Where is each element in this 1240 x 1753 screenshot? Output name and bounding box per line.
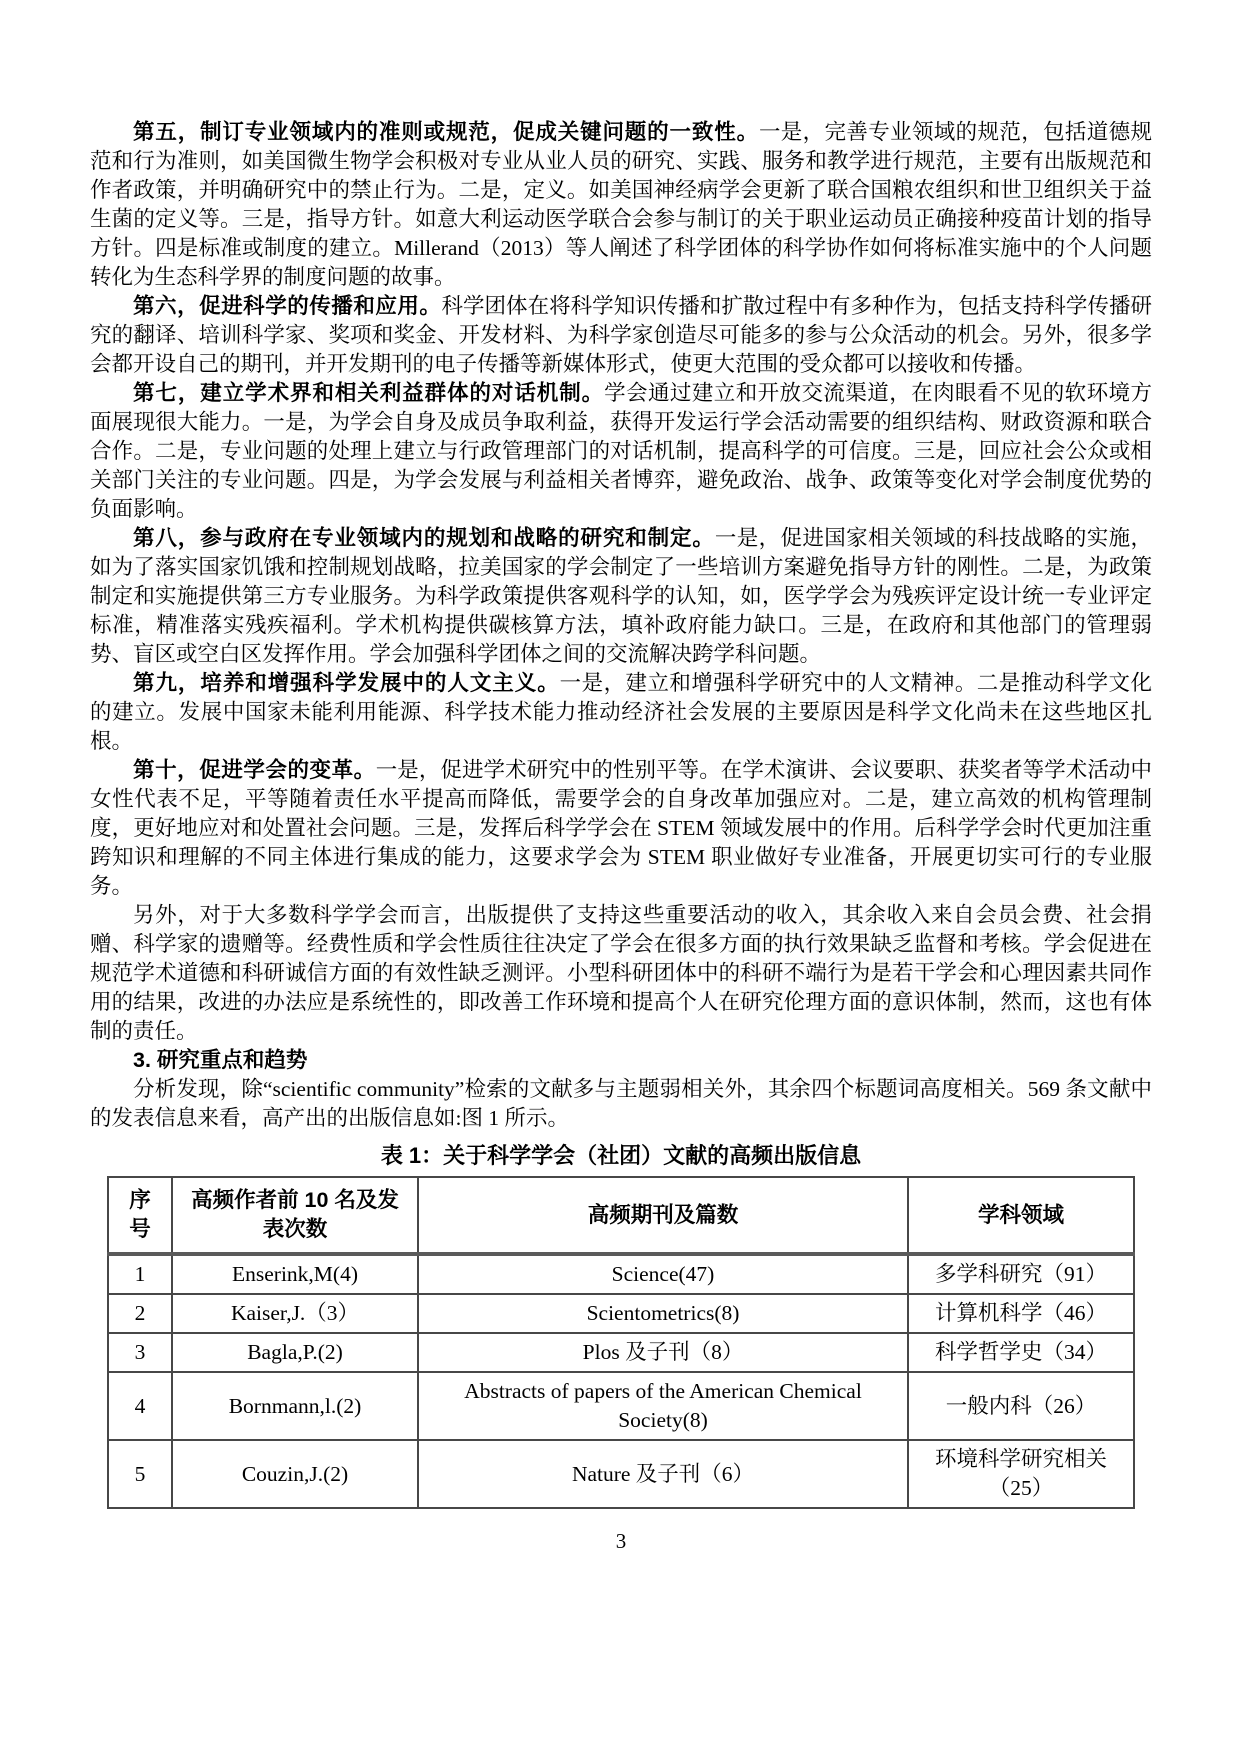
cell-author: Bagla,P.(2) [172, 1333, 418, 1372]
paragraph-text: 另外，对于大多数科学学会而言，出版提供了支持这些重要活动的收入，其余收入来自会员会费、社会捐赠、科学家的遗赠等。经费性质和学会性质往往决定了学会在很多方面的执行效果缺乏监督和考核。学会促进在规范学术道德和科研诚信方面的有效性缺乏测评。小型科研团体中的科研不端行为是若干学会和心理因素共同作用的结果，改进的办法应是系统性的，即改善工作环境和提高个人在研究伦理方面的意识体制，然而，这也有体制的责任。 [90, 903, 1152, 1043]
cell-seq: 1 [108, 1254, 172, 1294]
body-paragraph-7 [90, 379, 1152, 524]
cell-journal: Science(47) [418, 1254, 908, 1294]
paragraph-lead: 第五，制订专业领域内的准则或规范，促成关键问题的一致性。 [133, 120, 759, 144]
paragraph-text: 一是，促进国家相关领域的科技战略的实施，如为了落实国家饥饿和控制规划战略，拉美国家的学会制定了一些培训方案避免指导方针的刚性。二是，为政策制定和实施提供第三方专业服务。为科学政策提供客观科学的认知，如，医学学会为残疾评定设计统一专业评定标准，精准落实残疾福利。学术机构提供碳核算方法，填补政府能力缺口。三是，在政府和其他部门的管理弱势、盲区或空白区发挥作用。学会加强科学团体之间的交流解决跨学科问题。 [90, 526, 1152, 666]
body-paragraph-other [90, 901, 1152, 1046]
section-intro-paragraph: 分析发现，除“scientific community”检索的文献多与主题弱相关外，其余四个标题词高度相关。569 条文献中的发表信息来看，高产出的出版信息如:图 1 所示。 [90, 1077, 1152, 1130]
paragraph-text: 科学团体在将科学知识传播和扩散过程中有多种作为，包括支持科学传播研究的翻译、培训科学家、奖项和奖金、开发材料、为科学家创造尽可能多的参与公众活动的机会。另外，很多学会都开设自己的期刊，并开发期刊的电子传播等新媒体形式，使更大范围的受众都可以接收和传播。 [90, 294, 1152, 376]
cell-seq: 4 [108, 1372, 172, 1440]
paragraph-lead: 第八，参与政府在专业领域内的规划和战略的研究和制定。 [133, 526, 715, 550]
cell-discipline: 环境科学研究相关（25） [908, 1440, 1134, 1508]
cell-author: Couzin,J.(2) [172, 1440, 418, 1508]
cell-seq: 5 [108, 1440, 172, 1508]
paragraph-text: 一是，完善专业领域的规范，包括道德规范和行为准则，如美国微生物学会积极对专业从业人员的研究、实践、服务和教学进行规范，主要有出版规范和作者政策，并明确研究中的禁止行为。二是，定义。如美国神经病学会更新了联合国粮农组织和世卫组织关于益生菌的定义等。三是，指导方针。如意大利运动医学联合会参与制订的关于职业运动员正确接种疫苗计划的指导方针。四是标准或制度的建立。Millerand（2013）等人阐述了科学团体的科学协作如何将标准实施中的个人问题转化为生态科学界的制度问题的故事。 [90, 120, 1152, 289]
cell-discipline: 科学哲学史（34） [908, 1333, 1134, 1372]
section-heading: 3. 研究重点和趋势 [133, 1048, 308, 1072]
page-number: 3 [615, 1529, 627, 1553]
paragraph-text: 一是，促进学术研究中的性别平等。在学术演讲、会议要职、获奖者等学术活动中女性代表不足，平等随着责任水平提高而降低，需要学会的自身改革加强应对。二是，建立高效的机构管理制度，更好地应对和处置社会问题。三是，发挥后科学学会在 STEM 领域发展中的作用。后科学学会时代更加注重跨知识和理解的不同主体进行集成的能力，这要求学会为 STEM 职业做好专业准备，开展更切实可行的专业服务。 [90, 758, 1152, 898]
cell-author: Enserink,M(4) [172, 1254, 418, 1294]
table-header-row [108, 1177, 1134, 1254]
table-row [108, 1254, 1134, 1294]
cell-author: Kaiser,J.（3） [172, 1294, 418, 1333]
cell-author: Bornmann,l.(2) [172, 1372, 418, 1440]
paragraph-lead: 第十，促进学会的变革。 [133, 758, 376, 782]
table-row [108, 1294, 1134, 1333]
table-caption: 表 1：关于科学学会（社团）文献的高频出版信息 [380, 1143, 862, 1168]
table-row [108, 1333, 1134, 1372]
table-row [108, 1372, 1134, 1440]
cell-journal: Plos 及子刊（8） [418, 1333, 908, 1372]
body-paragraph-5 [90, 118, 1152, 292]
paragraph-lead: 第六，促进科学的传播和应用。 [133, 294, 442, 318]
cell-journal: Nature 及子刊（6） [418, 1440, 908, 1508]
publication-info-table [107, 1176, 1135, 1509]
cell-seq: 2 [108, 1294, 172, 1333]
header-discipline: 学科领域 [908, 1177, 1134, 1254]
cell-discipline: 多学科研究（91） [908, 1254, 1134, 1294]
cell-seq: 3 [108, 1333, 172, 1372]
cell-discipline: 一般内科（26） [908, 1372, 1134, 1440]
header-authors: 高频作者前 10 名及发表次数 [172, 1177, 418, 1254]
cell-discipline: 计算机科学（46） [908, 1294, 1134, 1333]
body-paragraph-8 [90, 524, 1152, 669]
paragraph-text: 学会通过建立和开放交流渠道，在肉眼看不见的软环境方面展现很大能力。一是，为学会自身及成员争取利益，获得开发运行学会活动需要的组织结构、财政资源和联合合作。二是，专业问题的处理上建立与行政管理部门的对话机制，提高科学的可信度。三是，回应社会公众或相关部门关注的专业问题。四是，为学会发展与利益相关者博弈，避免政治、战争、政策等变化对学会制度优势的负面影响。 [90, 381, 1152, 521]
body-paragraph-6 [90, 292, 1152, 379]
table-row [108, 1440, 1134, 1508]
header-journals: 高频期刊及篇数 [418, 1177, 908, 1254]
paragraph-text: 一是，建立和增强科学研究中的人文精神。二是推动科学文化的建立。发展中国家未能利用能源、科学技术能力推动经济社会发展的主要原因是科学文化尚未在这些地区扎根。 [90, 671, 1152, 753]
body-paragraph-9 [90, 669, 1152, 756]
cell-journal: Scientometrics(8) [418, 1294, 908, 1333]
cell-journal: Abstracts of papers of the American Chemical Society(8) [418, 1372, 908, 1440]
paragraph-lead: 第九，培养和增强科学发展中的人文主义。 [133, 671, 560, 695]
body-paragraph-10 [90, 756, 1152, 901]
paragraph-lead: 第七，建立学术界和相关利益群体的对话机制。 [133, 381, 605, 405]
header-seq: 序号 [108, 1177, 172, 1254]
